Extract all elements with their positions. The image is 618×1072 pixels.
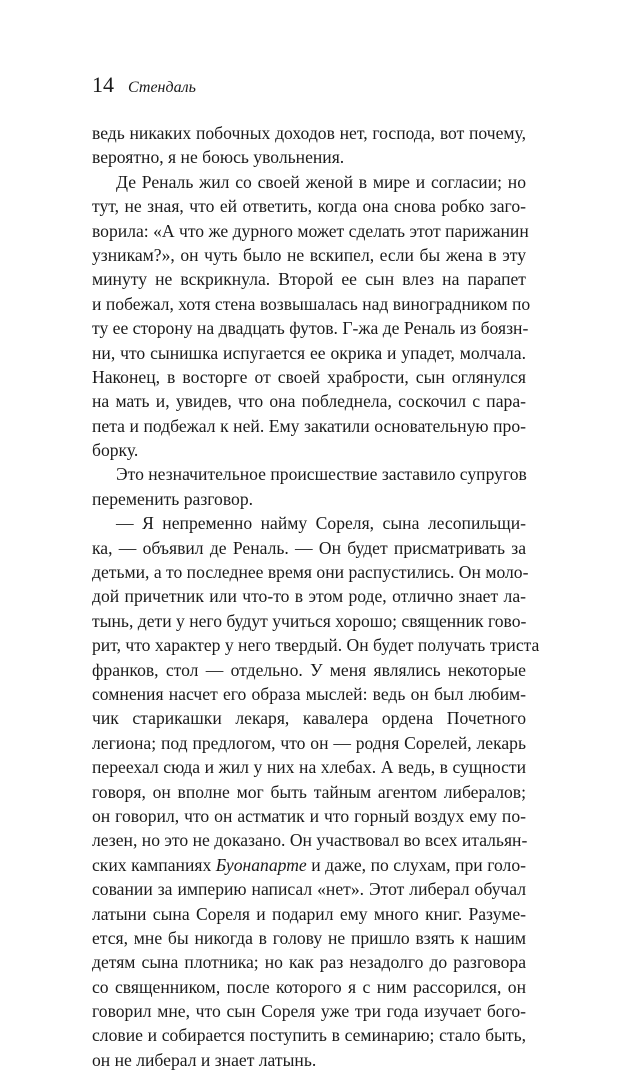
text-line: детям сына плотника; но как раз незадолго до разговора <box>92 952 526 973</box>
text-line: ка, — объявил де Реналь. — Он будет присматривать за <box>92 537 526 558</box>
text-line: лезен, но это не доказано. Он участвовал во всех итальян- <box>92 830 528 851</box>
text-line: Наконец, в восторге от своей храбрости, сын оглянулся <box>92 366 526 387</box>
text-line: вероятно, я не боюсь увольнения. <box>92 147 345 168</box>
text-line: говоря, он вполне мог быть тайным агентом либералов; <box>92 781 526 802</box>
text-line: ни, что сынишка испугается ее окрика и упадет, молчала. <box>92 342 526 363</box>
running-head-author: Стендаль <box>128 79 196 96</box>
text-line: борку. <box>92 440 139 461</box>
text-line: ворила: «А что же дурного может сделать этот парижанин <box>92 220 529 241</box>
text-line: Де Реналь жил со своей женой в мире и согласии; но <box>116 171 526 192</box>
text-line: ведь никаких побочных доходов нет, господа, вот почему, <box>92 123 526 143</box>
text-line: и побежал, хотя стена возвышалась над виноградником по <box>92 293 531 314</box>
text-line: детьми, а то последнее время они распустились. Он моло- <box>92 562 529 583</box>
text-line: переехал сюда и жил у них на хлебах. А ведь, в сущности <box>92 757 526 778</box>
text-line-mixed <box>92 853 526 877</box>
text-line: на мать и, увидев, что она побледнела, соскочил с пара- <box>92 391 526 412</box>
running-head <box>92 72 196 102</box>
text-line: он говорил, что он астматик и что горный воздух ему по- <box>92 805 526 826</box>
text-line: совании за империю написал «нет». Этот либерал обучал <box>92 879 526 900</box>
italic-name: Буонапарте <box>215 854 307 875</box>
text-line: ту ее сторону на двадцать футов. Г-жа де Реналь из боязн- <box>92 318 529 339</box>
text-line: узникам?», он чуть было не вскипел, если бы жена в эту <box>92 244 526 265</box>
text-line: — Я непременно найму Сореля, сына лесопильщи- <box>116 513 526 534</box>
page-number: 14 <box>92 72 114 97</box>
text-line: ется, мне бы никогда в голову не пришло взять к нашим <box>92 927 526 948</box>
text-line: латыни сына Сореля и подарил ему много книг. Разуме- <box>92 903 526 924</box>
text-line: чик старикашки лекаря, кавалера ордена Почетного <box>92 708 526 729</box>
text-line: тынь, дети у него будут учиться хорошо; священник гово- <box>92 610 527 631</box>
text-line: франков, стол — отдельно. У меня являлись некоторые <box>92 659 526 680</box>
text-line: сомнения насчет его образа мыслей: ведь он был любим- <box>92 683 526 704</box>
text-line: говорил мне, что сын Сореля уже три года изучает бого- <box>92 1001 526 1022</box>
text-line: минуту не вскрикнула. Второй ее сын влез на парапет <box>92 269 526 290</box>
text-line: переменить разговор. <box>92 488 254 509</box>
text-segment: ских кампаниях <box>92 854 212 875</box>
text-line: тут, не зная, что ей ответить, когда она снова робко заго- <box>92 196 526 217</box>
text-segment: и даже, по слухам, при голо- <box>311 854 526 875</box>
text-line: пета и подбежал к ней. Ему закатили основательную про- <box>92 415 526 436</box>
text-line: словие и собирается поступить в семинарию; стало быть, <box>92 1025 526 1046</box>
text-line: дой причетник или что-то в этом роде, отлично знает ла- <box>92 586 526 607</box>
text-line: Это незначительное происшествие заставило супругов <box>116 464 527 485</box>
text-line: легиона; под предлогом, что он — родня Сорелей, лекарь <box>92 732 526 753</box>
text-line: рит, что характер у него твердый. Он будет получать триста <box>92 635 540 656</box>
body-text <box>92 121 540 1072</box>
text-line: со священником, после которого я с ним рассорился, он <box>92 976 526 997</box>
text-line: он не либерал и знает латынь. <box>92 1049 317 1070</box>
